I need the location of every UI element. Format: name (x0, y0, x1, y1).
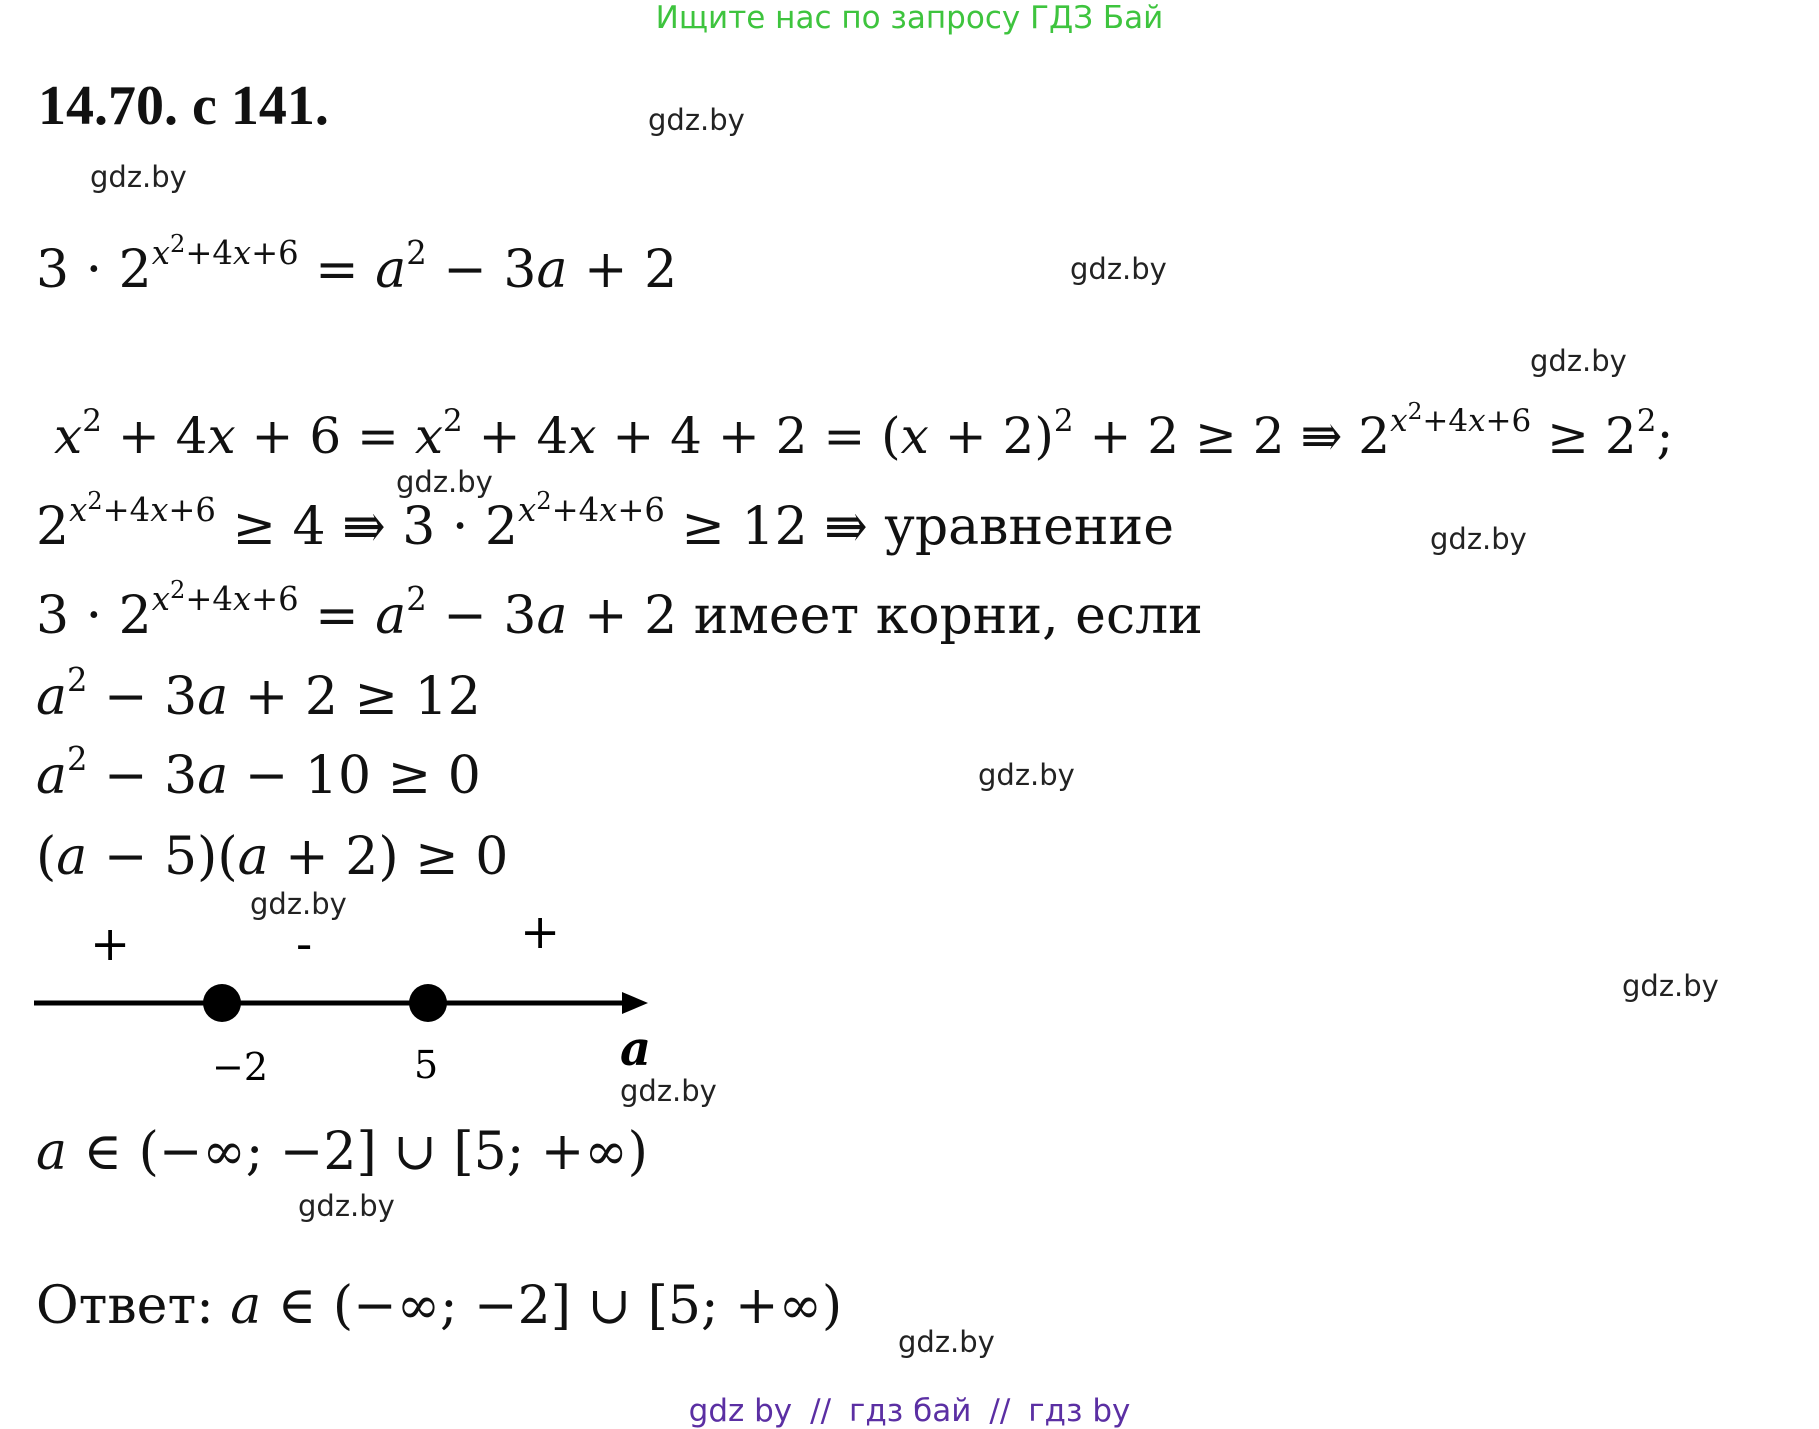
equation-line-4: $3 \cdot 2^{x^2+4x+6} = a^2 - 3a + 2$ имеет корни, если (36, 576, 1203, 646)
inequality-line-5: $a^2 - 3a + 2 \ge 12$ (36, 660, 481, 727)
sign-plus-left: + (90, 916, 131, 972)
search-banner: Ищите нас по запросу ГДЗ Бай (655, 0, 1164, 36)
solution-set-line: a ∈ (−∞; −2] ∪ [5; +∞) (36, 1122, 648, 1182)
axis-variable-label: a (620, 1021, 652, 1077)
equation-line-3: $2^{x^2+4x+6} \ge 4$ ⇛ $3 \cdot 2^{x^2+4x+6} \ge 12$ ⇛ уравнение (36, 487, 1174, 557)
watermark: gdz.by (396, 465, 493, 499)
equation-line-2: $x^2 + 4x + 6 = x^2 + 4x + 4 + 2 = (x + 2)^2 + 2 \ge 2$ ⇛ $2^{x^2+4x+6} \ge 2^2$; (54, 398, 1674, 465)
footer-link-gdz-by-2[interactable]: гдз by (1028, 1393, 1131, 1429)
number-line-arrow (622, 992, 648, 1014)
watermark: gdz.by (648, 103, 745, 137)
label-5: 5 (414, 1043, 439, 1087)
footer-separator: // (989, 1393, 1011, 1429)
watermark: gdz.by (978, 758, 1075, 792)
answer-line: Ответ: a ∈ (−∞; −2] ∪ [5; +∞) (36, 1276, 843, 1336)
label-minus-2: −2 (212, 1045, 269, 1089)
equation-line-1: $3 \cdot 2^{x^2+4x+6} = a^2 - 3a + 2$ (36, 230, 678, 300)
watermark: gdz.by (1070, 252, 1167, 286)
watermark: gdz.by (1622, 969, 1719, 1003)
number-line (0, 900, 700, 1100)
footer-separator: // (810, 1393, 832, 1429)
sign-minus-middle: - (296, 916, 313, 972)
answer-label: Ответ: (36, 1276, 214, 1336)
word-uravnenie: уравнение (884, 497, 1174, 557)
point-5 (409, 984, 447, 1022)
point-minus-2 (203, 984, 241, 1022)
watermark: gdz.by (1530, 344, 1627, 378)
problem-title: 14.70. с 141. (38, 75, 329, 137)
inequality-line-7: (a − 5)(a + 2) ≥ 0 (36, 827, 509, 887)
watermark: gdz.by (620, 1074, 717, 1108)
word-imeet-korni: имеет корни, если (693, 586, 1203, 646)
inequality-line-6: $a^2 - 3a - 10 \ge 0$ (36, 739, 481, 806)
sign-plus-right: + (520, 904, 561, 960)
watermark: gdz.by (250, 887, 347, 921)
watermark: gdz.by (298, 1189, 395, 1223)
footer-link-gdz-by[interactable]: gdz by (688, 1393, 793, 1429)
watermark: gdz.by (90, 160, 187, 194)
watermark: gdz.by (1430, 522, 1527, 556)
watermark: gdz.by (898, 1325, 995, 1359)
footer-link-gdz-bai[interactable]: гдз бай (849, 1393, 972, 1429)
